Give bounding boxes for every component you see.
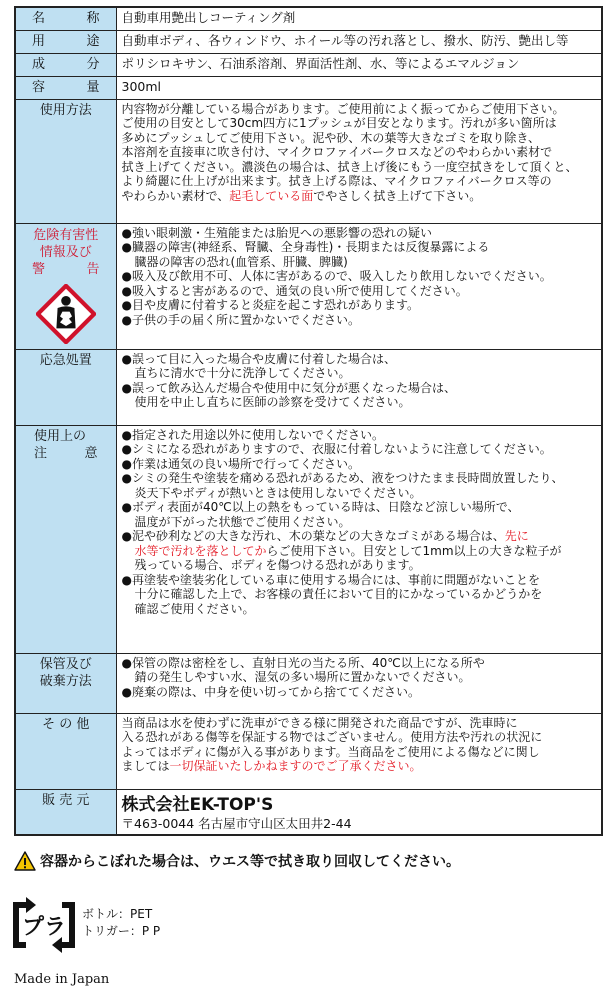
value-hazard: ● 強い眼刺激・生殖能または胎児への悪影響の恐れの疑い ● 臓器の障害(神経系、腎臓、全身毒性)・長期または反復暴露による 臓器の障害の恐れ(血管系、肝臓、脾臓) ● 吸入及び飲用不可、人体に害があるので、吸入したり飲用しないでください。 ● 吸入すると害があるので、通気の良い所で使用してください。 ● 目や皮膚に付着すると炎症を起こす恐れがあります。 ● 子供の手の届く所に置かないでください。 [116,223,602,349]
trigger-material: トリガー：P P [82,924,161,938]
header-seller: 販 売 元 [15,789,116,835]
bottle-material: ボトル：PET [82,907,153,921]
header-directions: 使用方法 [15,99,116,223]
header-other: そ の 他 [15,713,116,789]
value-first-aid: ● 誤って目に入った場合や皮膚に付着した場合は、 直ちに清水で十分に洗浄してください。 ● 誤って飲み込んだ場合や使用中に気分が悪くなった場合は、 使用を中止し直ちに医師の診察を受けてください。 [116,349,602,425]
row-directions [15,99,602,223]
row-seller [15,789,602,835]
value-cautions: ● 指定された用途以外に使用しないでください。 ● シミになる恐れがありますので、衣服に付着しないように注意してください。 ● 作業は通気の良い場所で行ってください。 ● シミの発生や塗装を痛める恐れがあるため、液をつけたまま長時間放置したり、 炎天下やボディが熱いときは使用しないでください。 ● ボディ表面が40℃以上の熱をもっている時は、日陰など涼しい場所で、 温度が下がった状態でご使用ください。 ● 泥や砂利などの大きな汚れ、木の葉などの大きなゴミがある場合は、先に 水等で汚れを落としてからご使用下さい。目安として1mm以上の大きな粒子が 残っている場合、ボディを傷つける恐れがあります。 ● 再塗装や塗装劣化している車に使用する場合には、事前に問題がないことを 十分に確認した上で、お客様の責任において目的にかなっているかどうかを 確認ご使用ください。 [116,425,602,653]
row-cautions [15,425,602,653]
row-storage [15,653,602,713]
company-name: 株式会社EK-TOP'S [121,794,274,815]
value-directions: 内容物が分離している場合があります。ご使用前によく振ってからご使用下さい。 ご使用の目安として30cm四方に1プッシュが目安となります。汚れが多い箇所は 多めにプッシュしてご使用下さい。泥や砂、木の葉等大きなゴミを取り除き、 本溶剤を直接車に吹き付け、マイクロファイバークロスなどのやわらかい素材で 拭き上げてください。濃淡色の場合は、拭き上げ後にもう一度空拭きをして頂くと、 より綺麗に仕上げが出来ます。拭き上げる際は、マイクロファイバークロス等の やわらかい素材で、起毛している面でやさしく拭き上げて下さい。 [116,99,602,223]
value-seller [116,789,602,835]
pla-symbol-text: プラ [21,915,67,940]
warning-triangle-icon [14,851,36,871]
row-usage [15,30,602,53]
row-name [15,7,602,30]
header-usage: 用 途 [15,30,116,53]
pla-recycle-icon [12,895,76,955]
header-volume: 容 量 [15,76,116,99]
header-hazard: 危険有害性 情報及び 警 告 [15,223,116,349]
header-storage: 保管及び 破棄方法 [15,653,116,713]
value-volume: 300ml [116,76,602,99]
value-name: 自動車用艶出しコーティング剤 [116,7,602,30]
row-volume [15,76,602,99]
row-other [15,713,602,789]
value-storage: ● 保管の際は密栓をし、直射日光の当たる所、40℃以上になる所や 錆の発生しやすい水、湿気の多い場所に置かないでください。 ● 廃棄の際は、中身を使い切ってから捨ててください。 [116,653,602,713]
product-label-table [14,6,603,836]
made-in-label: Made in Japan [14,972,110,987]
company-address: 〒463-0044 名古屋市守山区太田井2-44 [121,815,352,831]
header-cautions: 使用上の 注 意 [15,425,116,653]
row-first-aid [15,349,602,425]
header-name: 名 称 [15,7,116,30]
row-hazard [15,223,602,349]
value-usage: 自動車ボディ、各ウィンドウ、ホイール等の汚れ落とし、撥水、防汚、艶出し等 [116,30,602,53]
value-other: 当商品は水を使わずに洗車ができる様に開発された商品ですが、洗車時に 入る恐れがある傷等を保証する物ではございません。使用方法や汚れの状況に よってはボディに傷が入る事があります。当商品をご使用による傷などに関し ましては一切保証いたしかねますのでご了承ください。 [116,713,602,789]
header-content: 成 分 [15,53,116,76]
value-content: ポリシロキサン、石油系溶剤、界面活性剤、水、等によるエマルジョン [116,53,602,76]
health-hazard-icon [36,284,96,344]
spill-warning [14,849,460,873]
header-first-aid: 応急処置 [15,349,116,425]
spill-warning-text: 容器からこぼれた場合は、ウエス等で拭き取り回収してください。 [40,854,460,870]
row-content [15,53,602,76]
material-list [82,906,160,940]
